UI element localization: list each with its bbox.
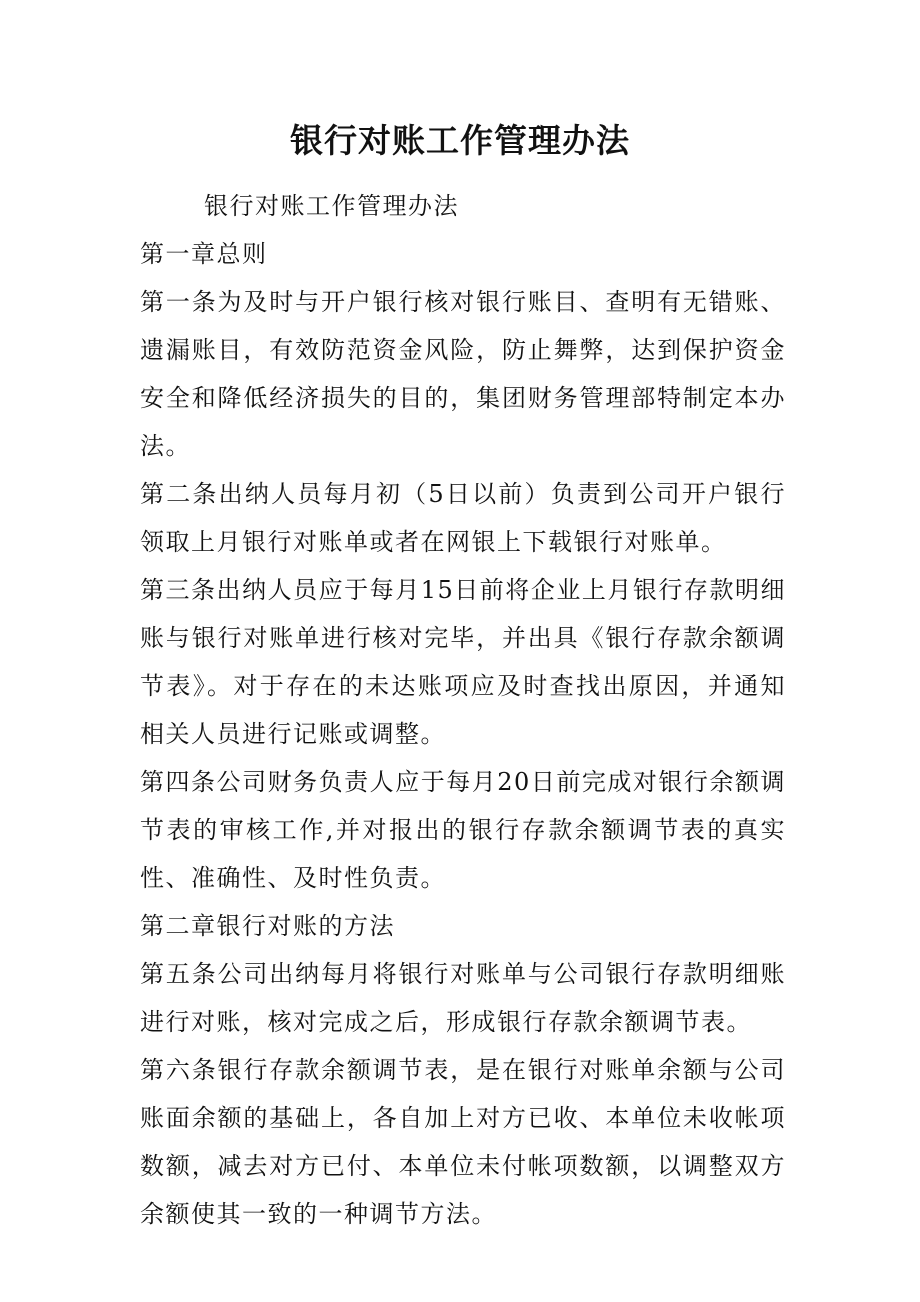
article-5: 第五条公司出纳每月将银行对账单与公司银行存款明细账进行对账，核对完成之后，形成银行存款余额调节表。 xyxy=(140,960,786,1036)
chapter-heading-1: 第一章总则 xyxy=(140,240,268,268)
article-1: 第一条为及时与开户银行核对银行账目、查明有无错账、遗漏账目，有效防范资金风险，防止舞弊，达到保护资金安全和降低经济损失的目的，集团财务管理部特制定本办法。 xyxy=(140,288,786,460)
article-3: 第三条出纳人员应于每月15日前将企业上月银行存款明细账与银行对账单进行核对完毕，并出具《银行存款余额调节表》。对于存在的未达账项应及时查找出原因，并通知相关人员进行记账或调整。 xyxy=(140,576,786,748)
document-title: 银行对账工作管理办法 xyxy=(290,121,630,160)
document-body xyxy=(140,182,786,1238)
chapter-heading-2: 第二章银行对账的方法 xyxy=(140,912,395,940)
document-subtitle: 银行对账工作管理办法 xyxy=(204,192,459,220)
article-4: 第四条公司财务负责人应于每月20日前完成对银行余额调节表的审核工作,并对报出的银行存款余额调节表的真实性、准确性、及时性负责。 xyxy=(140,768,786,892)
article-6: 第六条银行存款余额调节表，是在银行对账单余额与公司账面余额的基础上，各自加上对方已收、本单位未收帐项数额，减去对方已付、本单位未付帐项数额，以调整双方余额使其一致的一种调节方法。 xyxy=(140,1056,786,1228)
article-2: 第二条出纳人员每月初（5日以前）负责到公司开户银行领取上月银行对账单或者在网银上下载银行对账单。 xyxy=(140,480,786,556)
